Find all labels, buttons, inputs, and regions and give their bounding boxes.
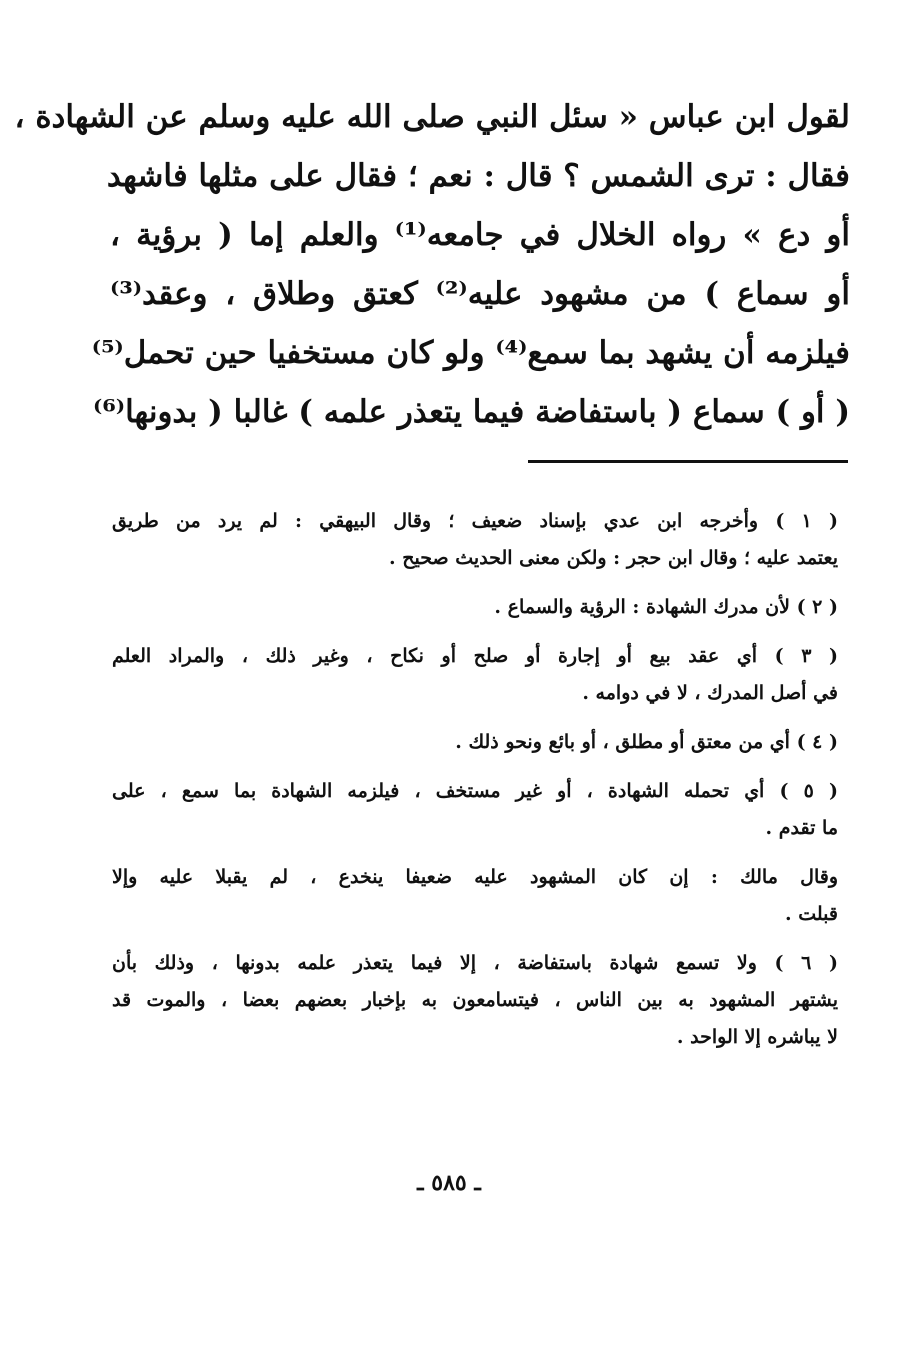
footnote-6	[112, 945, 838, 1056]
footnote-3	[112, 638, 838, 712]
footnotes	[112, 503, 838, 1056]
footnote-line: وقال مالك : إن كان المشهود عليه ضعيفا ينخدع ، لم يقبلا عليه وإلا	[112, 866, 838, 888]
footnote-5-continued	[112, 859, 838, 933]
footnote-line: يشتهر المشهود به بين الناس ، فيتسامعون به بإخبار بعضهم بعضا ، والموت قد	[112, 989, 838, 1011]
footnote-line: ( ٣ ) أي عقد بيع أو إجارة أو صلح أو نكاح ، وغير ذلك ، والمراد العلم	[112, 645, 839, 667]
main-text-line: فيلزمه أن يشهد بما سمع⁽⁴⁾ ولو كان مستخفيا حين تحمل⁽⁵⁾	[91, 335, 850, 371]
footnote-line: ( ٥ ) أي تحمله الشهادة ، أو غير مستخف ، فيلزمه الشهادة بما سمع ، على	[112, 780, 838, 802]
main-text-line: لقول ابن عباس « سئل النبي صلى الله عليه وسلم عن الشهادة ،	[14, 99, 850, 135]
footnote-line: لا يباشره إلا الواحد .	[676, 1026, 838, 1048]
footnote-line: ما تقدم .	[765, 817, 838, 839]
footnote-separator-rule	[528, 460, 848, 463]
footnote-line: ( ٦ ) ولا تسمع شهادة باستفاضة ، إلا فيما يتعذر علمه بدونها ، وذلك بأن	[112, 952, 838, 974]
footnote-line: في أصل المدرك ، لا في دوامه .	[582, 682, 838, 704]
footnote-line: قبلت .	[785, 903, 838, 925]
footnote-1	[112, 503, 838, 577]
main-text-line: ( أو ) سماع ( باستفاضة فيما يتعذر علمه ) غالبا ( بدونها⁽⁶⁾	[93, 394, 850, 430]
footnote-line: ( ٢ ) لأن مدرك الشهادة : الرؤية والسماع .	[494, 596, 838, 618]
footnote-5	[112, 773, 838, 847]
main-text-line: أو دع » رواه الخلال في جامعه⁽¹⁾ والعلم إما ( برؤية ،	[110, 217, 850, 253]
page-number: ـ ٥٨٥ ـ	[417, 1170, 481, 1196]
main-text-line: فقال : ترى الشمس ؟ قال : نعم ؛ فقال على مثلها فاشهد	[106, 158, 850, 194]
footnote-4	[112, 724, 838, 761]
footnote-2	[112, 589, 838, 626]
main-text	[14, 88, 850, 442]
footnote-line: ( ٤ ) أي من معتق أو مطلق ، أو بائع ونحو ذلك .	[455, 731, 838, 753]
main-text-line: أو سماع ) من مشهود عليه⁽²⁾ كعتق وطلاق ، وعقد⁽³⁾	[110, 276, 850, 312]
footnote-line: ( ١ ) وأخرجه ابن عدي بإسناد ضعيف ؛ وقال البيهقي : لم يرد من طريق	[112, 510, 838, 532]
footnote-line: يعتمد عليه ؛ وقال ابن حجر : ولكن معنى الحديث صحيح .	[389, 547, 838, 569]
